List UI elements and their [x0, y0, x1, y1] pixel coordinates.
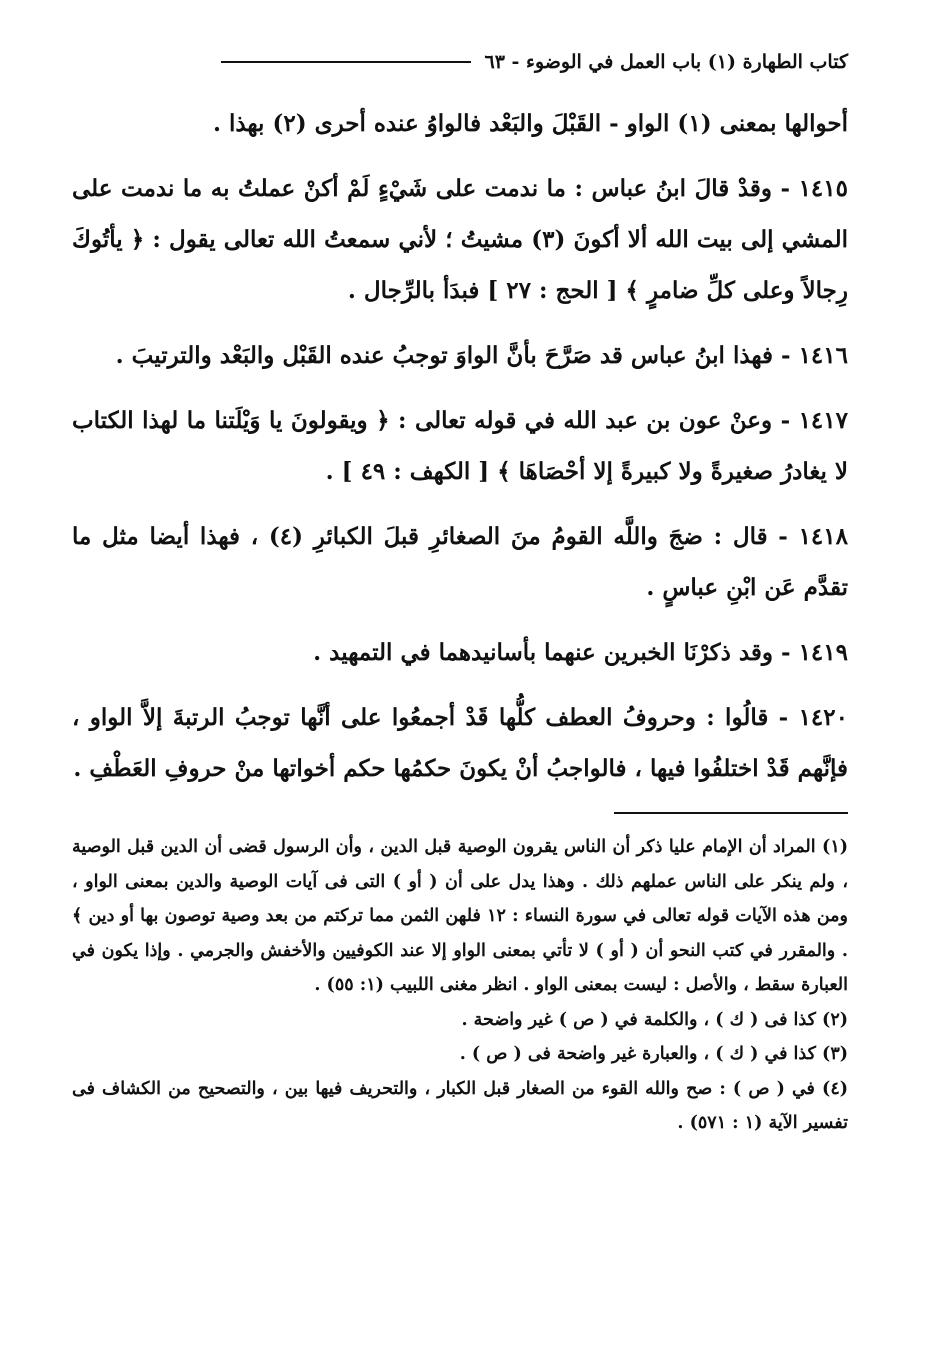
footnote-rule	[614, 812, 848, 814]
footnote-1: (١) المراد أن الإمام عليا ذكر أن الناس يقرون الوصية قبل الدين ، وأن الرسول قضى أن الدين قبل الوصية ، ولم ينكر على الناس عملهم ذلك . وهذا يدل على أن ( أو ) التى فى آيات الوصية والدين بمعنى الواو ، ومن هذه الآيات قوله تعالى في سورة النساء : ١٢ فلهن الثمن مما تركتم من بعد وصية توصون بها أو دين ﴾ . والمقرر في كتب النحو أن ( أو ) لا تأتي بمعنى الواو إلا عند الكوفيين والأخفش والجرمي . وإذا يكون في العبارة سقط ، والأصل : ليست بمعنى الواو . انظر مغنى اللبيب (١: ٥٥) .	[72, 837, 848, 995]
footnote-4: (٤) في ( ص ) : صح والله القوء من الصغار قبل الكبار ، والتحريف فيها بين ، والتصحيح من الكشاف فى تفسير الآية (١ : ٥٧١) .	[72, 1078, 848, 1133]
footnote-2: (٢) كذا فى ( ك ) ، والكلمة في ( ص ) غير واضحة .	[461, 1009, 848, 1030]
paragraph-1418: ١٤١٨ - قال : ضجَ واللَّه القومُ منَ الصغائرِ قبلَ الكبائرِ (٤) ، فهذا أيضا مثل ما تقدَّم عَن ابْنِ عباسٍ .	[72, 523, 848, 601]
paragraph-1416: ١٤١٦ - فهذا ابنُ عباس قد صَرَّحَ بأنَّ الواوَ توجبُ عنده القَبْل والبَعْد والترتيبَ .	[115, 342, 848, 369]
running-head	[72, 40, 848, 84]
running-head-text: كتاب الطهارة (١) باب العمل في الوضوء - ٦٣	[484, 51, 848, 73]
paragraph-1415: ١٤١٥ - وقدْ قالَ ابنُ عباس : ما ندمت على شَيْءٍ لَمْ أكنْ عملتُ به ما ندمت على المشي إلى بيت الله ألا أكونَ (٣) مشيتُ ؛ لأني سمعتُ الله تعالى يقول : ﴿ يأتُوكَ رِجالاً وعلى كلِّ ضامرٍ ﴾ [ الحج : ٢٧ ] فبدَأ بالرِّجال .	[72, 175, 848, 304]
page	[72, 40, 848, 1141]
running-head-rule	[221, 61, 471, 63]
paragraph-1417: ١٤١٧ - وعنْ عون بن عبد الله في قوله تعالى : ﴿ ويقولونَ يا وَيْلَتنا ما لهذا الكتاب لا يغادرُ صغيرةً ولا كبيرةً إلا أحْصَاهَا ﴾ [ الكهف : ٤٩ ] .	[72, 407, 848, 485]
main-text	[72, 98, 848, 794]
paragraph-continuation: أحوالها بمعنى (١) الواو - القَبْلَ والبَعْد فالواوُ عنده أحرى (٢) بهذا .	[212, 110, 848, 137]
paragraph-1419: ١٤١٩ - وقد ذكرْنَا الخبرين عنهما بأسانيدهما في التمهيد .	[313, 639, 848, 666]
paragraph-1420: ١٤٢٠ - قالُوا : وحروفُ العطف كلُّها قَدْ أجمعُوا على أنَّها توجبُ الرتبةَ إلاَّ الواو ، فإنَّهم قَدْ اختلفُوا فيها ، فالواجبُ أنْ يكونَ حكمُها حكم أخواتها منْ حروفِ العَطْفِ .	[72, 704, 848, 782]
footnote-3: (٣) كذا في ( ك ) ، والعبارة غير واضحة فى ( ص ) .	[459, 1044, 848, 1064]
footnotes	[72, 830, 848, 1141]
